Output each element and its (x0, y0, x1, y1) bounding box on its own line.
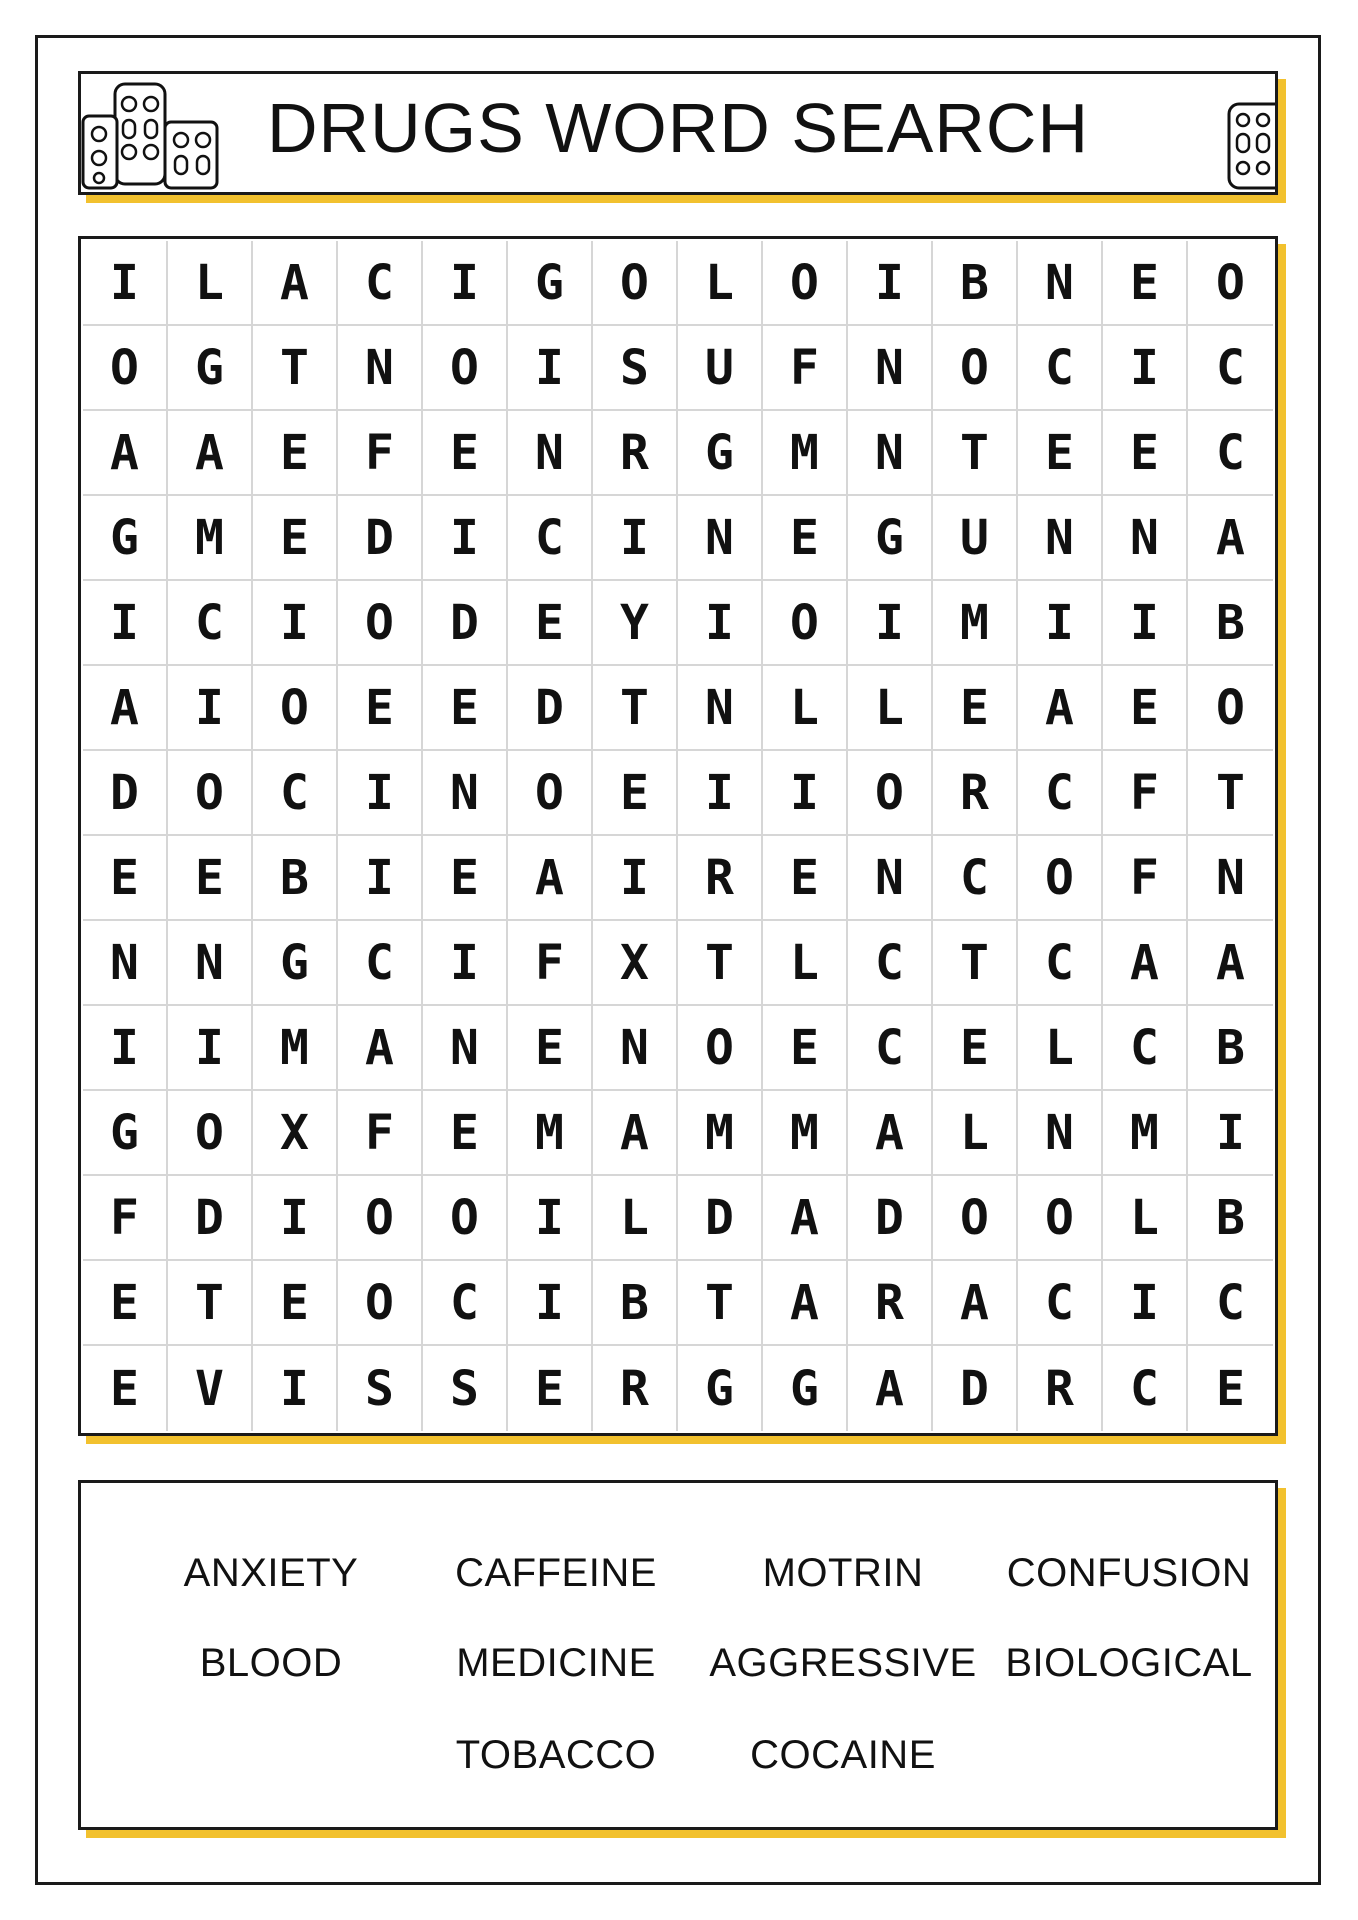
grid-cell[interactable]: A (848, 1091, 933, 1176)
grid-cell[interactable]: C (848, 921, 933, 1006)
grid-cell[interactable]: C (1018, 921, 1103, 1006)
grid-cell[interactable]: E (338, 666, 423, 751)
grid-cell[interactable]: E (83, 1346, 168, 1431)
grid-cell[interactable]: S (338, 1346, 423, 1431)
grid-cell[interactable]: C (1103, 1346, 1188, 1431)
grid-cell[interactable]: E (423, 1091, 508, 1176)
grid-cell[interactable]: O (933, 1176, 1018, 1261)
grid-cell[interactable]: O (83, 326, 168, 411)
grid-cell[interactable]: I (678, 751, 763, 836)
grid-cell[interactable]: O (1188, 666, 1273, 751)
grid-cell[interactable]: I (508, 1261, 593, 1346)
grid-cell[interactable]: E (253, 411, 338, 496)
grid-cell[interactable]: A (1103, 921, 1188, 1006)
grid-cell[interactable]: R (593, 411, 678, 496)
grid-cell[interactable]: O (933, 326, 1018, 411)
grid-cell[interactable]: E (168, 836, 253, 921)
grid-cell[interactable]: N (1018, 241, 1103, 326)
grid-cell[interactable]: E (1216, 1360, 1245, 1417)
grid-cell[interactable]: N (848, 411, 933, 496)
grid-cell[interactable]: I (338, 836, 423, 921)
grid-cell[interactable]: N (1018, 496, 1103, 581)
grid-cell[interactable]: L (848, 666, 933, 751)
grid-cell[interactable]: U (678, 326, 763, 411)
grid-cell[interactable]: C (168, 581, 253, 666)
word-list-box (78, 1480, 1278, 1830)
grid-cell[interactable]: F (338, 411, 423, 496)
grid-cell[interactable]: Y (593, 581, 678, 666)
grid-cell[interactable]: N (678, 666, 763, 751)
grid-cell[interactable]: X (253, 1091, 338, 1176)
grid-cell[interactable]: I (1103, 326, 1188, 411)
grid-cell[interactable]: B (1188, 581, 1273, 666)
grid-cell[interactable]: I (168, 1006, 253, 1091)
grid-cell[interactable]: C (848, 1006, 933, 1091)
grid-cell[interactable]: E (423, 411, 508, 496)
grid-cell[interactable]: A (933, 1261, 1018, 1346)
grid-cell[interactable]: L (1018, 1006, 1103, 1091)
word-aggressive: AGGRESSIVE (709, 1641, 977, 1685)
grid-cell[interactable]: O (423, 326, 508, 411)
grid-cell[interactable]: I (848, 581, 933, 666)
grid-cell[interactable]: S (423, 1346, 508, 1431)
grid-cell[interactable]: T (678, 921, 763, 1006)
grid-cell[interactable]: I (83, 1006, 168, 1091)
grid-cell[interactable]: E (933, 1006, 1018, 1091)
grid-cell[interactable]: I (83, 241, 168, 326)
grid-cell[interactable]: A (508, 836, 593, 921)
grid-cell[interactable]: I (763, 751, 848, 836)
grid-cell[interactable]: D (168, 1176, 253, 1261)
grid-cell[interactable]: C (1018, 751, 1103, 836)
grid-cell[interactable]: I (423, 496, 508, 581)
grid-cell[interactable]: A (83, 411, 168, 496)
grid-cell[interactable]: E (508, 1006, 593, 1091)
title-banner (78, 71, 1278, 195)
grid-cell[interactable]: C (338, 921, 423, 1006)
grid-cell[interactable]: N (678, 496, 763, 581)
grid-cell[interactable]: N (848, 836, 933, 921)
grid-cell[interactable]: R (593, 1346, 678, 1431)
grid-cell[interactable]: E (423, 666, 508, 751)
word-confusion: CONFUSION (1006, 1551, 1252, 1595)
grid-cell[interactable]: S (593, 326, 678, 411)
grid-cell[interactable]: E (253, 1261, 338, 1346)
grid-cell[interactable]: M (508, 1091, 593, 1176)
grid-cell[interactable]: O (1018, 1176, 1103, 1261)
grid-cell[interactable]: G (848, 496, 933, 581)
grid-cell[interactable]: L (763, 921, 848, 1006)
grid-cell[interactable]: T (933, 921, 1018, 1006)
grid-cell[interactable]: L (763, 666, 848, 751)
grid-cell[interactable]: D (933, 1346, 1018, 1431)
word-anxiety: ANXIETY (183, 1551, 359, 1595)
grid-cell[interactable]: I (508, 1176, 593, 1261)
grid-cell[interactable]: C (1018, 326, 1103, 411)
grid-cell[interactable]: A (763, 1176, 848, 1261)
grid-cell[interactable]: I (678, 581, 763, 666)
grid-cell[interactable]: C (1188, 326, 1273, 411)
grid-cell[interactable]: I (423, 241, 508, 326)
grid-cell[interactable]: N (168, 921, 253, 1006)
grid-cell[interactable]: O (508, 751, 593, 836)
grid-cell[interactable]: C (1103, 1006, 1188, 1091)
grid-cell[interactable]: F (508, 921, 593, 1006)
grid-cell[interactable]: I (253, 1346, 338, 1431)
page-title: DRUGS WORD SEARCH (266, 89, 1090, 167)
grid-cell[interactable]: O (338, 1176, 423, 1261)
word-motrin: MOTRIN (762, 1551, 924, 1595)
grid-cell[interactable]: E (423, 836, 508, 921)
grid-cell[interactable]: E (763, 496, 848, 581)
grid-cell[interactable]: G (763, 1346, 848, 1431)
grid-cell[interactable]: C (253, 751, 338, 836)
grid-cell[interactable]: O (253, 666, 338, 751)
grid-cell[interactable]: M (933, 581, 1018, 666)
grid-cell[interactable]: G (168, 326, 253, 411)
grid-cell[interactable]: I (1103, 581, 1188, 666)
grid-cell[interactable]: I (423, 921, 508, 1006)
grid-cell[interactable]: A (1018, 666, 1103, 751)
grid-cell[interactable]: M (763, 411, 848, 496)
grid-cell[interactable]: C (1188, 1261, 1273, 1346)
grid-cell[interactable]: M (253, 1006, 338, 1091)
word-tobacco: TOBACCO (455, 1733, 657, 1777)
grid-cell[interactable]: R (848, 1261, 933, 1346)
grid-cell[interactable]: F (1103, 751, 1188, 836)
grid-cell[interactable]: O (338, 581, 423, 666)
grid-cell[interactable]: E (508, 1346, 593, 1431)
grid-cell[interactable]: I (593, 496, 678, 581)
grid-cell[interactable]: N (1103, 496, 1188, 581)
grid-cell[interactable]: E (253, 496, 338, 581)
grid-cell[interactable]: E (1018, 411, 1103, 496)
grid-cell[interactable]: N (508, 411, 593, 496)
grid-cell[interactable]: D (83, 751, 168, 836)
grid-cell[interactable]: B (253, 836, 338, 921)
grid-cell[interactable]: C (1188, 411, 1273, 496)
grid-cell[interactable]: N (423, 1006, 508, 1091)
grid-cell[interactable]: E (593, 751, 678, 836)
grid-cell[interactable]: L (1103, 1176, 1188, 1261)
grid-cell[interactable]: A (593, 1091, 678, 1176)
grid-cell[interactable]: O (763, 241, 848, 326)
grid-cell[interactable]: L (678, 241, 763, 326)
grid-cell[interactable]: O (763, 581, 848, 666)
grid-cell[interactable]: U (933, 496, 1018, 581)
pill-blister-pack-icon (1225, 100, 1275, 190)
grid-cell[interactable]: I (593, 836, 678, 921)
letter-grid (83, 241, 1273, 1431)
grid-cell[interactable]: T (678, 1261, 763, 1346)
word-caffeine: CAFFEINE (455, 1551, 657, 1595)
grid-cell[interactable]: F (83, 1176, 168, 1261)
grid-cell[interactable]: D (848, 1176, 933, 1261)
grid-cell[interactable]: A (168, 411, 253, 496)
grid-cell[interactable]: C (933, 836, 1018, 921)
grid-cell[interactable]: N (83, 921, 168, 1006)
grid-cell[interactable]: O (168, 751, 253, 836)
grid-cell[interactable]: A (338, 1006, 423, 1091)
grid-cell[interactable]: A (1188, 921, 1273, 1006)
grid-cell[interactable]: B (1188, 1176, 1273, 1261)
letter-grid-box (78, 236, 1278, 1436)
grid-cell[interactable]: F (1103, 836, 1188, 921)
grid-cell[interactable]: A (1188, 496, 1273, 581)
grid-cell[interactable]: M (168, 496, 253, 581)
grid-cell[interactable]: E (933, 666, 1018, 751)
grid-cell[interactable]: L (168, 241, 253, 326)
grid-cell[interactable]: E (508, 581, 593, 666)
grid-cell[interactable]: B (593, 1261, 678, 1346)
grid-cell[interactable]: I (253, 1176, 338, 1261)
grid-cell[interactable]: N (338, 326, 423, 411)
grid-cell[interactable]: E (763, 1006, 848, 1091)
grid-cell[interactable]: E (1103, 411, 1188, 496)
grid-cell[interactable]: G (83, 496, 168, 581)
grid-cell[interactable]: I (253, 581, 338, 666)
word-medicine: MEDICINE (456, 1641, 656, 1685)
grid-cell[interactable]: O (168, 1091, 253, 1176)
grid-cell[interactable]: I (83, 581, 168, 666)
grid-cell[interactable]: I (338, 751, 423, 836)
grid-cell[interactable]: C (1018, 1261, 1103, 1346)
grid-cell[interactable]: F (338, 1091, 423, 1176)
grid-cell[interactable]: I (168, 666, 253, 751)
grid-cell[interactable]: A (253, 241, 338, 326)
grid-cell[interactable]: O (593, 241, 678, 326)
grid-cell[interactable]: G (253, 921, 338, 1006)
grid-cell[interactable]: N (848, 326, 933, 411)
grid-cell[interactable]: L (593, 1176, 678, 1261)
grid-cell[interactable]: E (1103, 241, 1188, 326)
grid-cell[interactable]: G (83, 1091, 168, 1176)
grid-cell[interactable]: N (593, 1006, 678, 1091)
grid-cell[interactable]: M (1103, 1091, 1188, 1176)
grid-cell[interactable]: T (1188, 751, 1273, 836)
grid-cell[interactable]: O (848, 751, 933, 836)
grid-cell[interactable]: R (933, 751, 1018, 836)
grid-cell[interactable]: D (678, 1176, 763, 1261)
word-cocaine: COCAINE (750, 1733, 936, 1777)
grid-cell[interactable]: E (1103, 666, 1188, 751)
word-biological: BIOLOGICAL (1005, 1641, 1253, 1685)
grid-cell[interactable]: M (678, 1091, 763, 1176)
grid-cell[interactable]: I (848, 241, 933, 326)
grid-cell[interactable]: D (423, 581, 508, 666)
grid-cell[interactable]: B (933, 241, 1018, 326)
grid-cell[interactable]: E (83, 1261, 168, 1346)
grid-cell[interactable]: F (763, 326, 848, 411)
grid-cell[interactable]: G (678, 1346, 763, 1431)
grid-cell[interactable]: X (593, 921, 678, 1006)
grid-cell[interactable]: L (933, 1091, 1018, 1176)
grid-cell[interactable]: G (678, 411, 763, 496)
grid-cell[interactable]: C (423, 1261, 508, 1346)
grid-cell[interactable]: N (1188, 836, 1273, 921)
grid-cell[interactable]: O (338, 1261, 423, 1346)
grid-cell[interactable]: T (168, 1261, 253, 1346)
grid-cell[interactable]: T (253, 326, 338, 411)
grid-cell[interactable]: E (763, 836, 848, 921)
grid-cell[interactable]: O (423, 1176, 508, 1261)
grid-cell[interactable]: C (338, 241, 423, 326)
grid-cell[interactable]: V (168, 1346, 253, 1431)
grid-cell[interactable]: I (1103, 1261, 1188, 1346)
grid-cell[interactable]: T (933, 411, 1018, 496)
grid-cell[interactable]: I (508, 326, 593, 411)
grid-cell[interactable]: G (508, 241, 593, 326)
grid-cell[interactable]: A (763, 1261, 848, 1346)
grid-cell[interactable]: C (508, 496, 593, 581)
grid-cell[interactable]: D (338, 496, 423, 581)
grid-cell[interactable]: T (593, 666, 678, 751)
grid-cell[interactable]: N (1018, 1091, 1103, 1176)
grid-cell[interactable]: O (1018, 836, 1103, 921)
word-blood: BLOOD (199, 1641, 343, 1685)
grid-cell[interactable]: O (1188, 241, 1273, 326)
grid-cell[interactable]: I (1188, 1091, 1273, 1176)
grid-cell[interactable]: A (83, 666, 168, 751)
grid-cell[interactable]: B (1188, 1006, 1273, 1091)
grid-cell[interactable]: A (848, 1346, 933, 1431)
grid-cell[interactable]: M (763, 1091, 848, 1176)
grid-cell[interactable]: O (678, 1006, 763, 1091)
grid-cell[interactable]: R (678, 836, 763, 921)
grid-cell[interactable]: N (423, 751, 508, 836)
grid-cell[interactable]: E (83, 836, 168, 921)
grid-cell[interactable]: I (1018, 581, 1103, 666)
grid-cell[interactable]: R (1018, 1346, 1103, 1431)
grid-cell[interactable]: D (508, 666, 593, 751)
